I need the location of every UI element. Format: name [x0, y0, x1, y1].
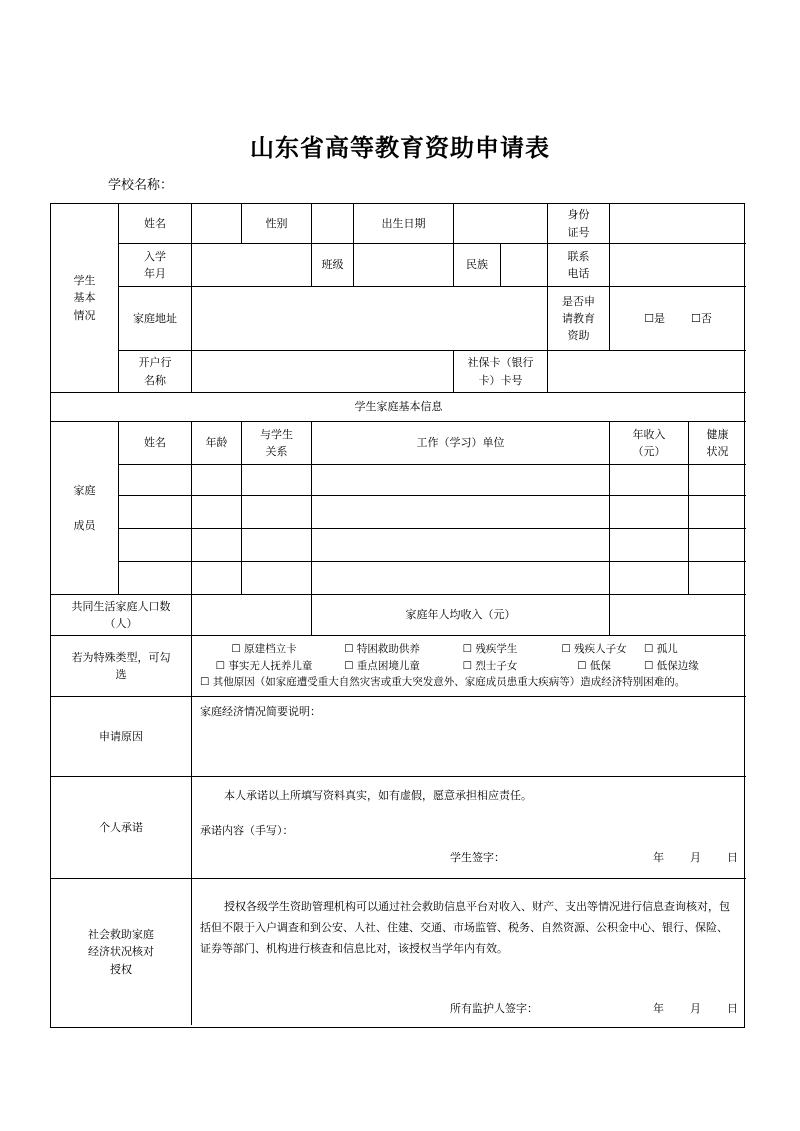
family-cell[interactable] — [689, 529, 746, 562]
special-row-2 — [200, 658, 746, 675]
checkbox-option[interactable]: ☐ 烈士子女 — [462, 659, 518, 672]
family-col-income: 年收入 （元） — [610, 422, 689, 465]
checkbox-option-other[interactable]: ☐ 其他原因（如家庭遭受重大自然灾害或重大突发意外、家庭成员患重大疾病等）造成经济特别困难的。 — [200, 676, 686, 689]
auth-text: 授权各级学生资助管理机构可以通过社会救助信息平台对收入、财产、支出等情况进行信息查询核对，包括但不限于入户调查和到公安、人社、住建、交通、市场监管、税务、自然资源、公积金中心、银行、保险、证券等部门、机构进行核查和信息比对，该授权当学年内有效。 — [200, 900, 730, 955]
yes-checkbox[interactable]: ☐是 — [644, 311, 665, 325]
year-label: 年 — [653, 851, 664, 865]
bank-label: 开户行 名称 — [119, 351, 192, 393]
family-cell[interactable] — [192, 496, 242, 529]
family-cell[interactable] — [312, 465, 610, 496]
student-sign-label: 学生签字： — [450, 851, 505, 865]
page-title: 山东省高等教育资助申请表 — [250, 133, 550, 162]
family-cell[interactable] — [689, 465, 746, 496]
promise-text: 本人承诺以上所填写资料真实，如有虚假，愿意承担相应责任。 — [224, 789, 532, 802]
year-label: 年 — [653, 1001, 664, 1015]
population-label: 共同生活家庭人口数 （人） — [51, 595, 192, 636]
population-field[interactable] — [192, 595, 312, 636]
birth-date-label: 出生日期 — [354, 204, 454, 244]
family-cell[interactable] — [242, 562, 312, 595]
family-cell[interactable] — [119, 529, 192, 562]
checkbox-option[interactable]: ☐ 残疾学生 — [462, 642, 518, 655]
family-cell[interactable] — [610, 465, 689, 496]
checkbox-option[interactable]: ☐ 重点困境儿童 — [344, 659, 420, 672]
student-section-label: 学生 基本 情况 — [51, 204, 119, 393]
family-col-health: 健康 状况 — [689, 422, 746, 465]
ethnicity-label: 民族 — [454, 244, 501, 287]
promise-label: 个人承诺 — [51, 777, 192, 879]
checkbox-option[interactable]: ☐ 孤儿 — [644, 642, 678, 655]
family-cell[interactable] — [689, 562, 746, 595]
family-cell[interactable] — [312, 529, 610, 562]
family-col-age: 年龄 — [192, 422, 242, 465]
family-col-relation: 与学生 关系 — [242, 422, 312, 465]
family-info-header: 学生家庭基本信息 — [51, 393, 746, 422]
auth-label: 社会救助家庭 经济状况核对 授权 — [51, 879, 192, 1025]
checkbox-option[interactable]: ☐ 特困救助供养 — [344, 642, 420, 655]
name-label: 姓名 — [119, 204, 192, 244]
ethnicity-field[interactable] — [501, 244, 548, 287]
family-section-label: 家庭 成员 — [51, 422, 119, 595]
family-cell[interactable] — [192, 465, 242, 496]
family-cell[interactable] — [242, 465, 312, 496]
day-label: 日 — [727, 851, 738, 865]
family-cell[interactable] — [119, 496, 192, 529]
no-checkbox[interactable]: ☐否 — [691, 311, 712, 325]
class-field[interactable] — [354, 244, 454, 287]
checkbox-option[interactable]: ☐ 低保边缘 — [644, 659, 699, 672]
family-cell[interactable] — [610, 562, 689, 595]
family-col-work: 工作（学习）单位 — [312, 422, 610, 465]
special-row-1 — [200, 641, 746, 658]
social-card-field[interactable] — [548, 351, 746, 393]
promise-content — [192, 777, 746, 879]
family-cell[interactable] — [312, 496, 610, 529]
family-cell[interactable] — [119, 562, 192, 595]
auth-content — [192, 879, 746, 1025]
applied-before-label: 是否申 请教育 资助 — [548, 287, 610, 351]
auth-signature-line — [200, 1000, 738, 1017]
family-cell[interactable] — [610, 496, 689, 529]
promise-handwrite-label: 承诺内容（手写）： — [200, 824, 294, 838]
month-label: 月 — [690, 1001, 701, 1015]
special-type-options — [192, 636, 746, 697]
bank-field[interactable] — [192, 351, 454, 393]
id-number-label: 身份 证号 — [548, 204, 610, 244]
birth-date-field[interactable] — [454, 204, 548, 244]
phone-field[interactable] — [610, 244, 746, 287]
per-capita-income-label: 家庭年人均收入（元） — [312, 595, 610, 636]
name-field[interactable] — [192, 204, 242, 244]
reason-label: 申请原因 — [51, 697, 192, 777]
family-cell[interactable] — [192, 529, 242, 562]
phone-label: 联系 电话 — [548, 244, 610, 287]
reason-prompt: 家庭经济情况简要说明： — [200, 705, 321, 718]
promise-signature-line — [200, 849, 738, 866]
enroll-date-field[interactable] — [192, 244, 312, 287]
address-label: 家庭地址 — [119, 287, 192, 351]
special-row-3 — [200, 674, 746, 691]
enroll-date-label: 入学 年月 — [119, 244, 192, 287]
family-cell[interactable] — [192, 562, 242, 595]
applied-before-options — [610, 287, 746, 351]
checkbox-option[interactable]: ☐ 事实无人抚养儿童 — [215, 659, 313, 672]
address-field[interactable] — [192, 287, 548, 351]
reason-field[interactable] — [192, 697, 746, 777]
guardian-sign-label: 所有监护人签字： — [450, 1001, 538, 1015]
per-capita-income-field[interactable] — [610, 595, 746, 636]
family-cell[interactable] — [312, 562, 610, 595]
family-cell[interactable] — [242, 529, 312, 562]
month-label: 月 — [690, 851, 701, 865]
special-type-label: 若为特殊类型，可勾 选 — [51, 636, 192, 697]
class-label: 班级 — [312, 244, 354, 287]
family-cell[interactable] — [689, 496, 746, 529]
family-cell[interactable] — [242, 496, 312, 529]
checkbox-option[interactable]: ☐ 残疾人子女 — [561, 642, 627, 655]
day-label: 日 — [727, 1001, 738, 1015]
id-number-field[interactable] — [610, 204, 746, 244]
application-form-table — [50, 203, 745, 1028]
checkbox-option[interactable]: ☐ 原建档立卡 — [231, 642, 297, 655]
family-cell[interactable] — [119, 465, 192, 496]
checkbox-option[interactable]: ☐ 低保 — [577, 659, 611, 672]
gender-field[interactable] — [312, 204, 354, 244]
family-col-name: 姓名 — [119, 422, 192, 465]
school-name-label: 学校名称： — [108, 178, 174, 193]
gender-label: 性别 — [242, 204, 312, 244]
social-card-label: 社保卡（银行 卡）卡号 — [454, 351, 548, 393]
family-cell[interactable] — [610, 529, 689, 562]
